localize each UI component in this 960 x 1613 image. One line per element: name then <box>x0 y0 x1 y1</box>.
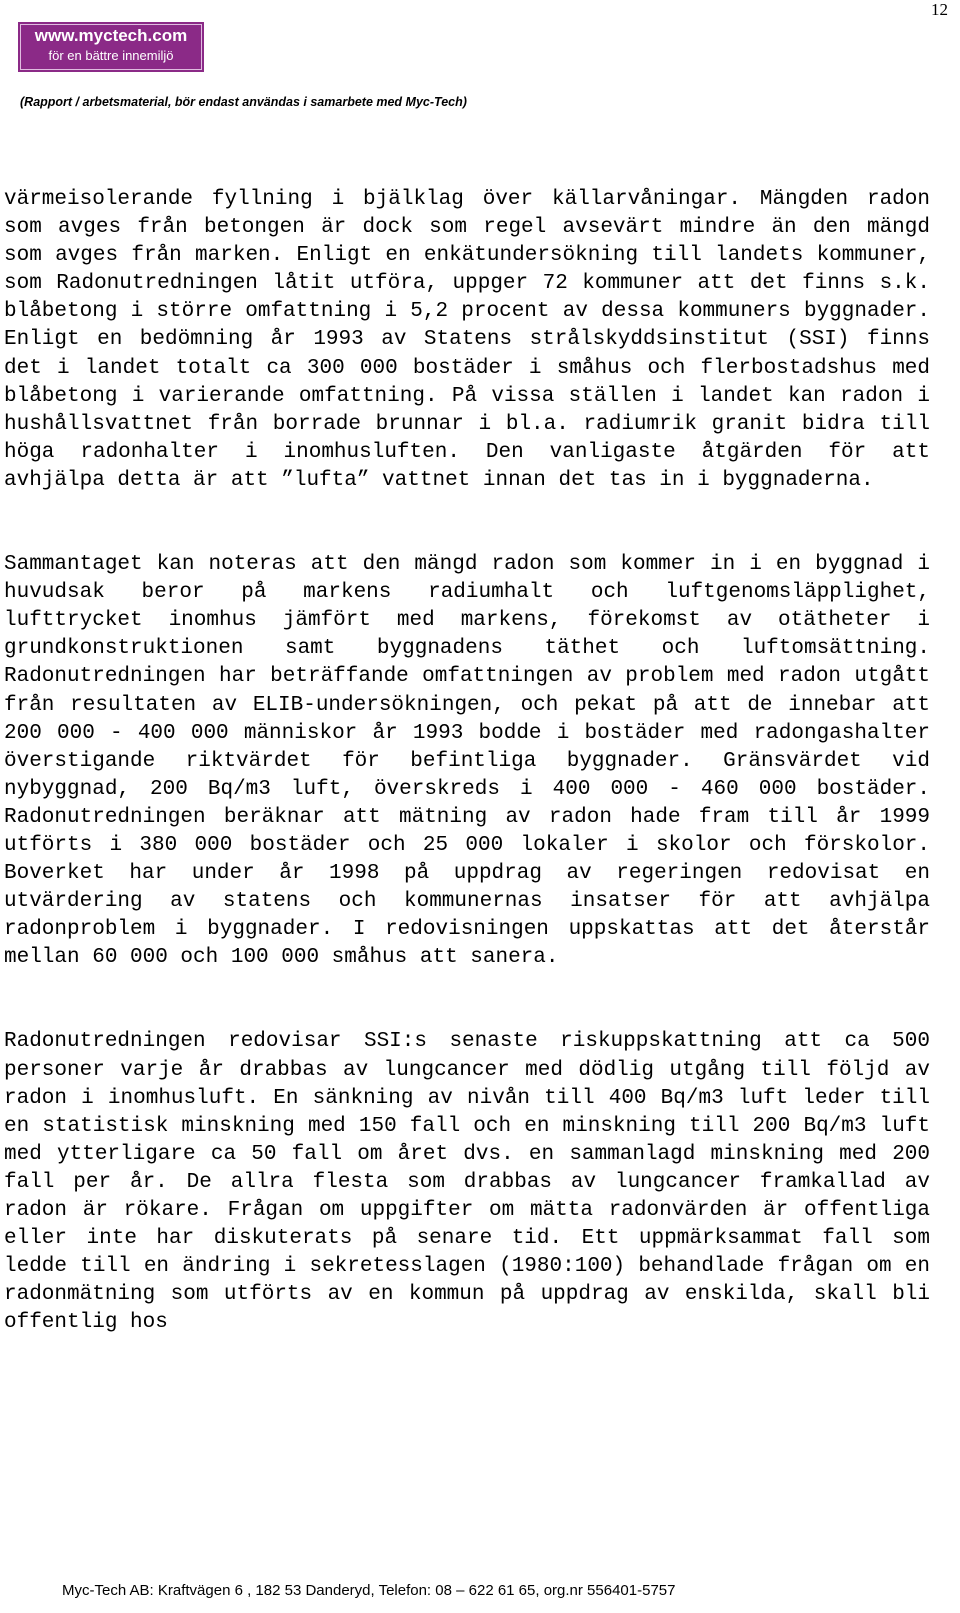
paragraph-3: Radonutredningen redovisar SSI:s senaste riskuppskattning att ca 500 personer varje år drabbas av lungcancer med dödlig utgång till följd av radon i inomhusluft. En sänkning av nivån till 400 Bq/m3 luft leder till en statistisk minskning med 150 fall och en minskning till 200 Bq/m3 luft med ytterligare ca 50 fall om året dvs. en sammanlagd minskning med 200 fall per år. De allra flesta som drabbas av lungcancer framkallad av radon är rökare. Frågan om uppgifter om mätta radonvärden är offentliga eller inte har diskuterats på senare tid. Ett uppmärksammat fall som ledde till en ändring i sekretesslagen (1980:100) behandlade frågan om en radonmätning som utförts av en kommun på uppdrag av enskilda, skall bli offentlig hos <box>4 1030 930 1335</box>
myctech-logo <box>18 22 204 72</box>
report-note: (Rapport / arbetsmaterial, bör endast användas i samarbete med Myc-Tech) <box>20 95 467 109</box>
page-number: 12 <box>931 0 948 19</box>
logo-tagline: för en bättre innemiljö <box>48 48 174 63</box>
document-body <box>4 186 930 1337</box>
logo-frame <box>20 24 202 70</box>
paragraph-1: värmeisolerande fyllning i bjälklag över källarvåningar. Mängden radon som avges från betongen är dock som regel avsevärt mindre än den mängd som avges från marken. Enligt en enkätundersökning till landets kommuner, som Radonutredningen låtit utföra, uppger 72 kommuner att det finns s.k. blåbetong i större omfattning i 5,2 procent av dessa kommuners byggnader. Enligt en bedömning år 1993 av Statens strålskyddsinstitut (SSI) finns det i landet totalt ca 300 000 bostäder i småhus och flerbostadshus med blåbetong i varierande omfattning. På vissa ställen i landet kan radon i hushållsvattnet från borrade brunnar i bl.a. radiumrik granit bidra till höga radonhalter i inomhusluften. Den vanligaste åtgärden för att avhjälpa detta är att ”lufta” vattnet innan det tas in i byggnaderna. <box>4 188 930 492</box>
paragraph-2: Sammantaget kan noteras att den mängd radon som kommer in i en byggnad i huvudsak beror på markens radiumhalt och luftgenomsläpplighet, lufttrycket inomhus jämfört med markens, förekomst av otätheter i grundkonstruktionen samt byggnadens täthet och luftomsättning. Radonutredningen har beträffande omfattningen av problem med radon utgått från resultaten av ELIB-undersökningen, och pekat på att de innebar att 200 000 - 400 000 människor år 1993 bodde i bostäder med radongashalter överstigande riktvärdet för befintliga byggnader. Gränsvärdet vid nybyggnad, 200 Bq/m3 luft, överskreds i 400 000 - 460 000 bostäder. Radonutredningen beräknar att mätning av radon hade fram till år 1999 utförts i 380 000 bostäder och 25 000 lokaler i skolor och förskolor. Boverket har under år 1998 på uppdrag av regeringen redovisat en utvärdering av statens och kommunernas insatser för att avhjälpa radonproblem i byggnader. I redovisningen uppskattas att det återstår mellan 60 000 och 100 000 småhus att sanera. <box>4 553 930 970</box>
logo-url: www.myctech.com <box>34 26 188 45</box>
footer-contact: Myc-Tech AB: Kraftvägen 6 , 182 53 Danderyd, Telefon: 08 – 622 61 65, org.nr 556401-5757 <box>62 1582 676 1599</box>
